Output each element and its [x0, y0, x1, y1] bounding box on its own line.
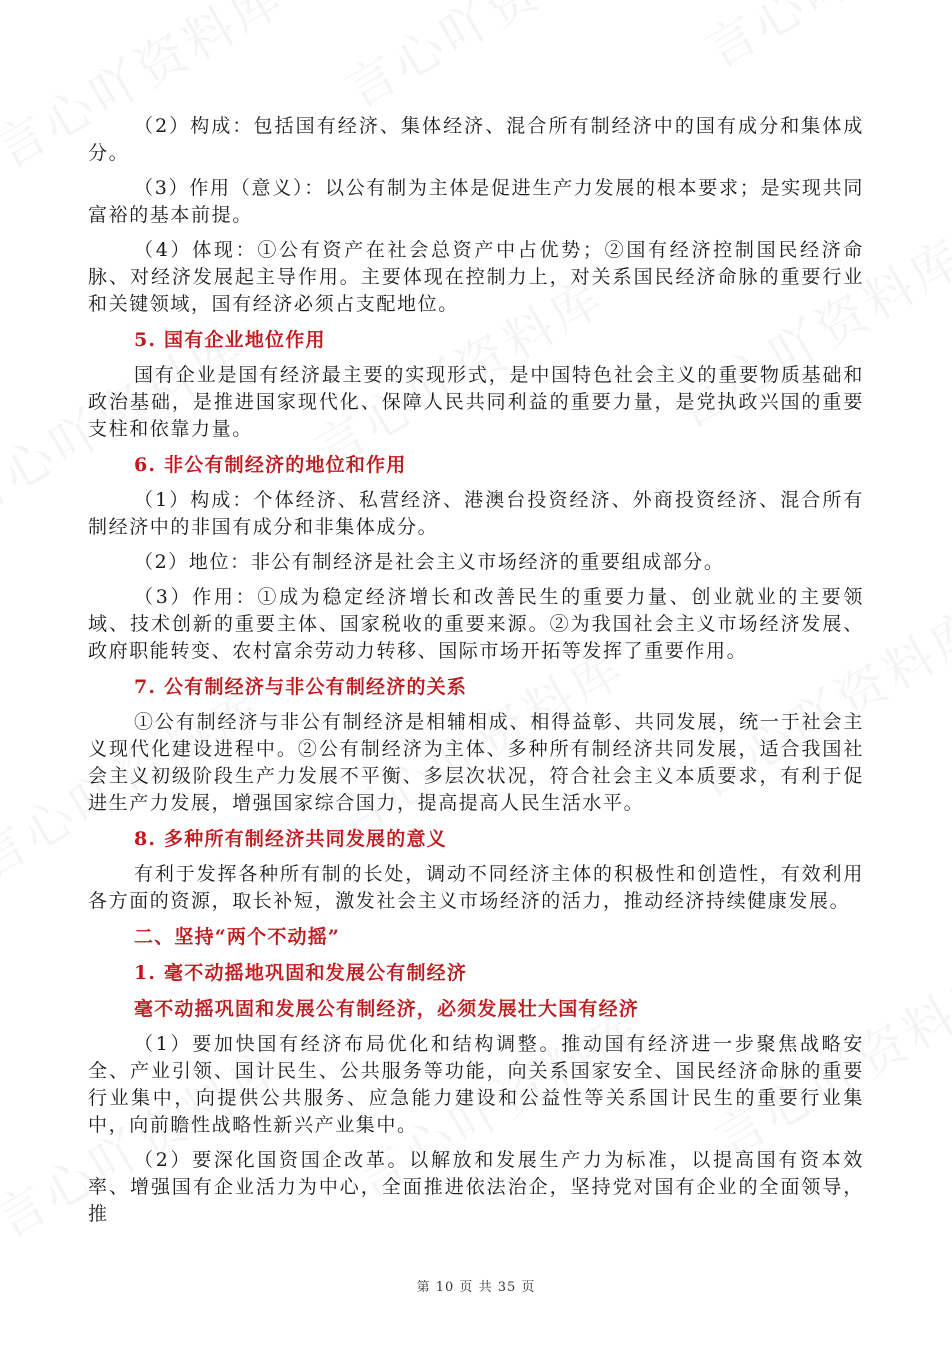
paragraph: （4）体现：①公有资产在社会总资产中占优势；②国有经济控制国民经济命脉、对经济发展起主导作用。主要体现在控制力上，对关系国民经济命脉的重要行业和关键领域，国有经济必须占支配地位。 [88, 239, 864, 315]
chapter-heading: 二、坚持“两个不动摇” [134, 926, 341, 948]
paragraph: 有利于发挥各种所有制的长处，调动不同经济主体的积极性和创造性，有效利用各方面的资源，取长补短，激发社会主义市场经济的活力，推动经济持续健康发展。 [88, 863, 864, 912]
watermark-text [690, 0, 952, 82]
paragraph: （3）作用：①成为稳定经济增长和改善民生的重要力量、创业就业的主要领域、技术创新的重要主体、国家税收的重要来源。②为我国社会主义市场经济发展、政府职能转变、农村富余劳动力转移、国际市场开拓等发挥了重要作用。 [88, 586, 864, 662]
paragraph: （2）地位：非公有制经济是社会主义市场经济的重要组成部分。 [134, 551, 725, 573]
paragraph: （3）作用（意义）：以公有制为主体是促进生产力发展的根本要求；是实现共同富裕的基本前提。 [88, 177, 864, 226]
document-body [88, 113, 864, 1228]
section-heading: 7. 公有制经济与非公有制经济的关系 [134, 676, 468, 698]
paragraph: （2）要深化国资国企改革。以解放和发展生产力为标准，以提高国有资本效率、增强国有企业活力为中心，全面推进依法治企，坚持党对国有企业的全面领导，推 [88, 1149, 864, 1225]
section-heading: 1. 毫不动摇地巩固和发展公有制经济 [134, 962, 468, 984]
page-footer: 第 10 页 共 35 页 [416, 1280, 536, 1295]
watermark-text [330, 0, 647, 122]
paragraph: 国有企业是国有经济最主要的实现形式，是中国特色社会主义的重要物质基础和政治基础，是推进国家现代化、保障人民共同利益的重要力量，是党执政兴国的重要支柱和依靠力量。 [88, 364, 864, 440]
subsection-heading: 毫不动摇巩固和发展公有制经济，必须发展壮大国有经济 [134, 998, 640, 1020]
paragraph: （2）构成：包括国有经济、集体经济、混合所有制经济中的国有成分和集体成分。 [88, 115, 864, 164]
section-heading: 5. 国有企业地位作用 [134, 329, 326, 351]
paragraph: （1）要加快国有经济布局优化和结构调整。推动国有经济进一步聚焦战略安全、产业引领、国计民生、公共服务等功能，向关系国家安全、国民经济命脉的重要行业集中，向提供公共服务、应急能力建设和公益性等关系国计民生的重要行业集中，向前瞻性战略性新兴产业集中。 [88, 1033, 864, 1136]
paragraph: ①公有制经济与非公有制经济是相辅相成、相得益彰、共同发展，统一于社会主义现代化建设进程中。②公有制经济为主体、多种所有制经济共同发展，适合我国社会主义初级阶段生产力发展不平衡、多层次状况，符合社会主义本质要求，有利于促进生产力发展，增强国家综合国力，提高提高人民生活水平。 [88, 711, 864, 814]
paragraph: （1）构成：个体经济、私营经济、港澳台投资经济、外商投资经济、混合所有制经济中的非国有成分和非集体成分。 [88, 489, 864, 538]
section-heading: 6. 非公有制经济的地位和作用 [134, 454, 407, 476]
section-heading: 8. 多种所有制经济共同发展的意义 [134, 828, 447, 850]
